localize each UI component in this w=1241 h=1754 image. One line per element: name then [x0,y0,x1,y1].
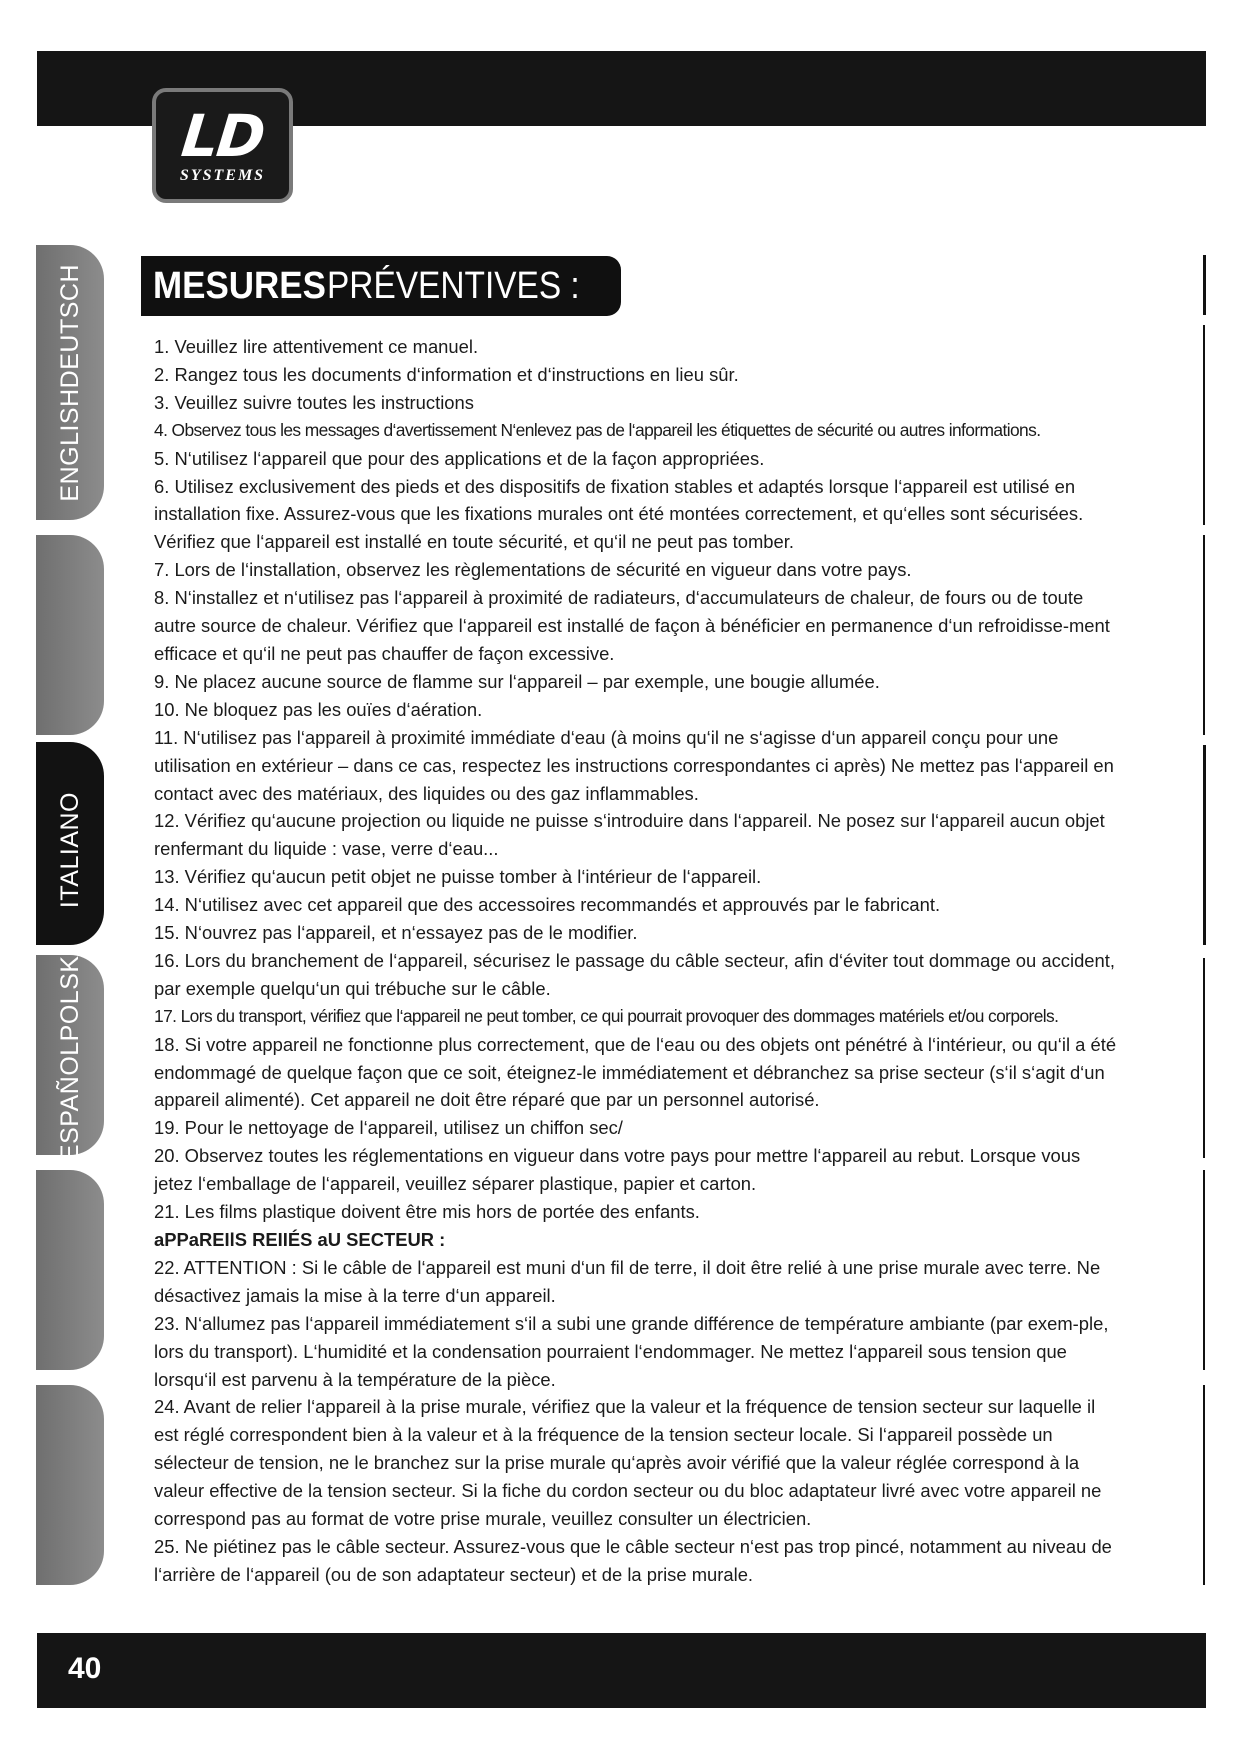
list-item: 14. N‘utilisez avec cet appareil que des accessoires recommandés et approuvés par le fabricant. [154,894,941,916]
right-rule [1203,325,1205,525]
tab-italiano[interactable] [50,755,90,945]
footer-bar [37,1633,1206,1708]
list-item: 12. Vérifiez qu‘aucune projection ou liquide ne puisse s‘introduire dans l‘appareil. Ne posez sur l‘appareil aucun objet renfermant du liquide : vase, verre d‘eau... [154,810,1105,860]
list-item: 7. Lors de l‘installation, observez les règlementations de sécurité en vigueur dans votre pays. [154,559,912,581]
list-item: 4. Observez tous les messages d‘avertissement N‘enlevez pas de l‘appareil les étiquettes de sécurité ou autres informations. [154,419,1041,440]
list-item: 2. Rangez tous les documents d‘information et d‘instructions en lieu sûr. [154,363,739,385]
list-item: 1. Veuillez lire attentivement ce manuel. [154,336,479,357]
tab-english-deutsch[interactable] [36,245,104,520]
list-item: 21. Les films plastique doivent être mis hors de portée des enfants. [154,1201,700,1223]
tab-blank-2[interactable] [36,1170,104,1370]
right-rule [1203,1170,1205,1370]
list-item: 10. Ne bloquez pas les ouïes d‘aération. [154,698,483,720]
list-item: 11. N‘utilisez pas l‘appareil à proximité immédiate d‘eau (à moins qu‘il ne s‘agisse d‘un appareil conçu pour une utilisation en extérieur – dans ce cas, respectez les instructions correspondantes ci après) Ne mettez pas l‘appareil en contact avec des matériaux, des liquides ou des gaz inflammables. [154,726,1114,804]
logo-ld-text: LD [178,101,267,170]
list-item: 9. Ne placez aucune source de flamme sur l‘appareil – par exemple, une bougie allumée. [154,670,880,692]
right-rule [1203,1385,1205,1585]
ld-systems-logo [152,88,293,203]
list-item: 17. Lors du transport, vérifiez que l‘appareil ne peut tomber, ce qui pourrait provoquer des dommages matériels et/ou corporels. [154,1005,1059,1026]
list-item: 15. N‘ouvrez pas l‘appareil, et n‘essayez pas de le modifier. [154,922,638,944]
list-item: 3. Veuillez suivre toutes les instructions [154,391,474,413]
title-bold: MESURES [153,264,326,307]
title-light: PRÉVENTIVES : [326,264,580,307]
list-item: 16. Lors du branchement de l‘appareil, sécurisez le passage du câble secteur, afin d‘éviter tout dommage ou accident, par exemple quelqu‘un qui trébuche sur le câble. [154,949,1115,999]
list-item: 18. Si votre appareil ne fonctionne plus correctement, que de l‘eau ou des objets ont pénétré à l‘intérieur, ou qu‘il a été endommagé de quelque façon que ce soit, éteignez-le immédiatement et débranchez sa prise secteur (s‘il s‘agit d‘un appareil alimenté). Cet appareil ne doit être réparé que par un personnel autorisé. [154,1033,1117,1111]
right-rule [1203,535,1205,735]
right-rule [1203,745,1206,945]
list-item: 5. N‘utilisez l‘appareil que pour des applications et de la façon appropriées. [154,447,765,469]
tab-blank-3[interactable] [36,1385,104,1585]
tab-label-deutsch: DEUTSCH [55,263,84,389]
tab-label-english: ENGLISH [55,388,84,502]
tab-label-italiano: ITALIANO [55,791,84,909]
right-rule [1203,958,1205,1158]
tab-label-polski: POLSKI [55,948,84,1042]
section-subheading: aPPaREIlS REIIÉS aU SECTEUR : [154,1229,446,1250]
content-body [154,333,1119,1589]
list-item: 20. Observez toutes les réglementations en vigueur dans votre pays pour mettre l‘appareil au rebut. Lorsque vous jetez l‘emballage de l‘appareil, veuillez séparer plastique, papier et carton. [154,1145,1081,1195]
logo-systems-text: SYSTEMS [179,166,266,184]
list-item: 19. Pour le nettoyage de l‘appareil, utilisez un chiffon sec/ [154,1117,623,1139]
list-item: 23. N‘allumez pas l‘appareil immédiatement s‘il a subi une grande différence de température ambiante (par exem-ple, lors du transport). L‘humidité et la condensation pourraient l‘endommager. Ne mettez l‘appareil sous tension que lorsqu‘il est parvenu à la température de la pièce. [154,1312,1109,1390]
list-item: 13. Vérifiez qu‘aucun petit objet ne puisse tomber à l‘intérieur de l‘appareil. [154,866,762,888]
tab-label-espanol: ESPAÑOL [55,1041,84,1162]
list-item: 25. Ne piétinez pas le câble secteur. Assurez-vous que le câble secteur n‘est pas trop pincé, notamment au niveau de l‘arrière de l‘appareil (ou de son adaptateur secteur) et de la prise murale. [154,1535,1112,1585]
right-rule [1203,255,1206,315]
tab-blank-1[interactable] [36,535,104,735]
list-item: 24. Avant de relier l‘appareil à la prise murale, vérifiez que la valeur et la fréquence de tension secteur sur laquelle il est réglé correspondent bien à la valeur et à la fréquence de la tension secteur locale. Si l‘appareil possède un sélecteur de tension, ne le branchez sur la prise murale qu‘après avoir vérifié que la valeur réglée correspond à la valeur effective de la tension secteur. Si la fiche du cordon secteur ou du bloc adaptateur livré avec votre appareil ne correspond pas au format de votre prise murale, veuillez consulter un électricien. [154,1396,1102,1530]
list-item: 8. N‘installez et n‘utilisez pas l‘appareil à proximité de radiateurs, d‘accumulateurs de chaleur, de fours ou de toute autre source de chaleur. Vérifiez que l‘appareil est installé de façon à bénéficier en permanence d‘un refroidisse-ment efficace et qu‘il ne peut pas chauffer de façon excessive. [154,587,1110,664]
list-item: 6. Utilisez exclusivement des pieds et des dispositifs de fixation stables et adaptés lorsque l‘appareil est utilisé en installation fixe. Assurez-vous que les fixations murales ont été montées correctement, et qu‘elles sont sécurisées. Vérifiez que l‘appareil est installé en toute sécurité, et qu‘il ne peut pas tomber. [154,475,1084,553]
list-item: 22. ATTENTION : Si le câble de l‘appareil est muni d‘un fil de terre, il doit être relié à une prise murale avec terre. Ne désactivez jamais la mise à la terre d‘un appareil. [154,1256,1101,1306]
page-title [141,256,621,316]
page-number: 40 [68,1652,102,1685]
tab-espanol-polski[interactable] [36,948,104,1162]
